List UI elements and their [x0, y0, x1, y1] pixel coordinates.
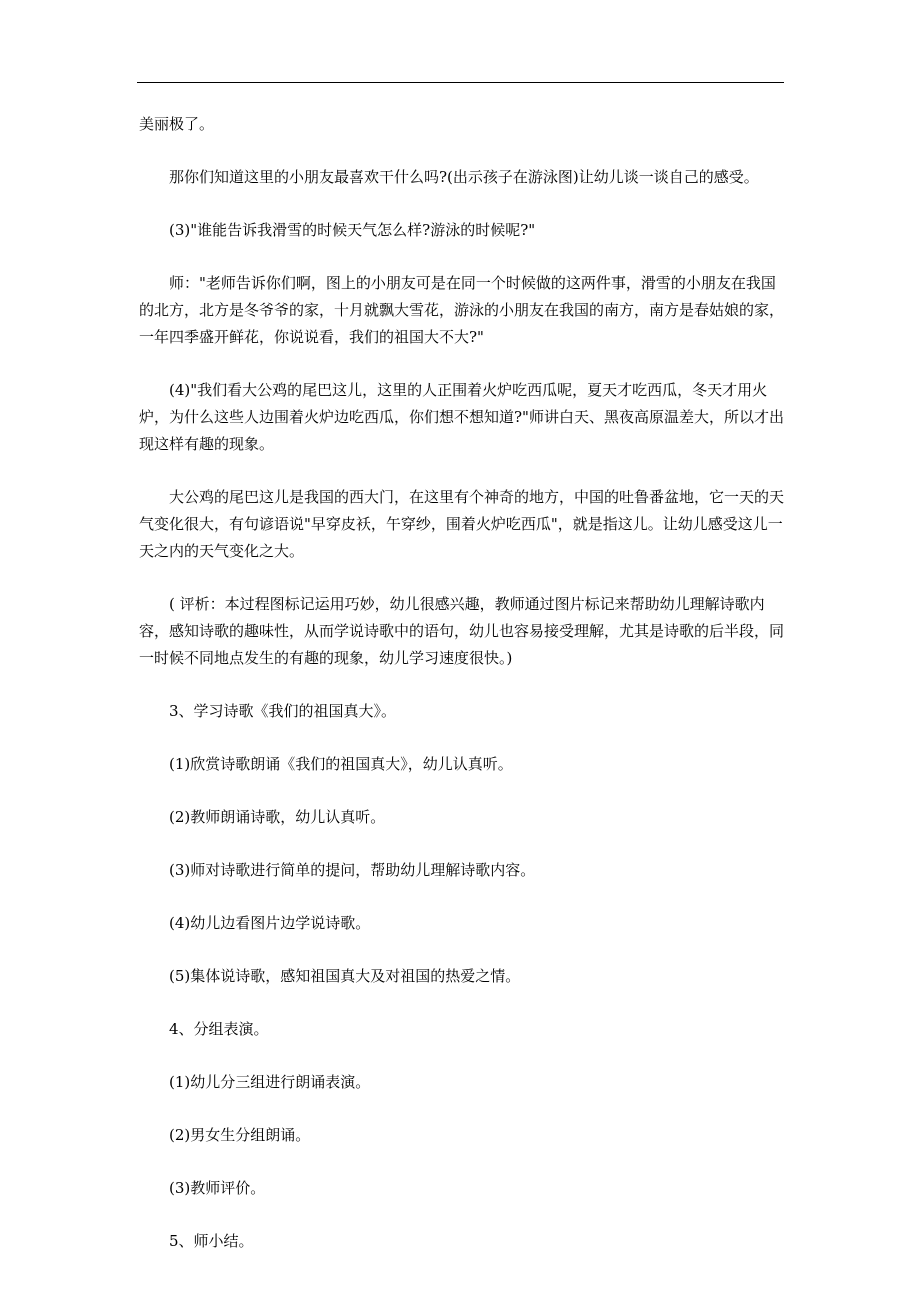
list-item: (3)教师评价。 [169, 1179, 266, 1197]
header-rule [137, 82, 784, 83]
document-body [139, 111, 785, 1281]
list-item: (5)集体说诗歌，感知祖国真大及对祖国的热爱之情。 [169, 967, 521, 985]
section-heading: 3、学习诗歌《我们的祖国真大》。 [169, 702, 397, 720]
section-heading: 5、师小结。 [169, 1232, 254, 1250]
list-item: (3)师对诗歌进行简单的提问，帮助幼儿理解诗歌内容。 [169, 861, 536, 879]
commentary-paragraph: ( 评析：本过程图标记运用巧妙，幼儿很感兴趣，教师通过图片标记来帮助幼儿理解诗歌内容，感知诗歌的趣味性，从而学说诗歌中的语句，幼儿也容易接受理解，尤其是诗歌的后半段，同一时候不同地点发生的有趣的现象，幼儿学习速度很快。) [139, 595, 785, 667]
paragraph: 美丽极了。 [139, 115, 215, 133]
list-item: (4)幼儿边看图片边学说诗歌。 [169, 914, 371, 932]
paragraph: 师："老师告诉你们啊，图上的小朋友可是在同一个时候做的这两件事，滑雪的小朋友在我国的北方，北方是冬爷爷的家，十月就飘大雪花，游泳的小朋友在我国的南方，南方是春姑娘的家，一年四季盛开鲜花，你说说看，我们的祖国大不大?" [139, 274, 785, 346]
paragraph: (3)"谁能告诉我滑雪的时候天气怎么样?游泳的时候呢?" [169, 221, 536, 239]
list-item: (1)欣赏诗歌朗诵《我们的祖国真大》，幼儿认真听。 [169, 755, 513, 773]
section-heading: 4、分组表演。 [169, 1020, 269, 1038]
list-item: (2)男女生分组朗诵。 [169, 1126, 311, 1144]
paragraph: 大公鸡的尾巴这儿是我国的西大门，在这里有个神奇的地方，中国的吐鲁番盆地，它一天的天气变化很大，有句谚语说"早穿皮袄，午穿纱，围着火炉吃西瓜"，就是指这儿。让幼儿感受这儿一天之内的天气变化之大。 [139, 488, 785, 560]
list-item: (2)教师朗诵诗歌，幼儿认真听。 [169, 808, 386, 826]
paragraph: 那你们知道这里的小朋友最喜欢干什么吗?(出示孩子在游泳图)让幼儿谈一谈自己的感受。 [169, 168, 759, 186]
list-item: (1)幼儿分三组进行朗诵表演。 [169, 1073, 371, 1091]
paragraph: (4)"我们看大公鸡的尾巴这儿，这里的人正围着火炉吃西瓜呢，夏天才吃西瓜，冬天才用火炉，为什么这些人边围着火炉边吃西瓜，你们想不想知道?"师讲白天、黑夜高原温差大，所以才出现这样有趣的现象。 [139, 381, 784, 453]
